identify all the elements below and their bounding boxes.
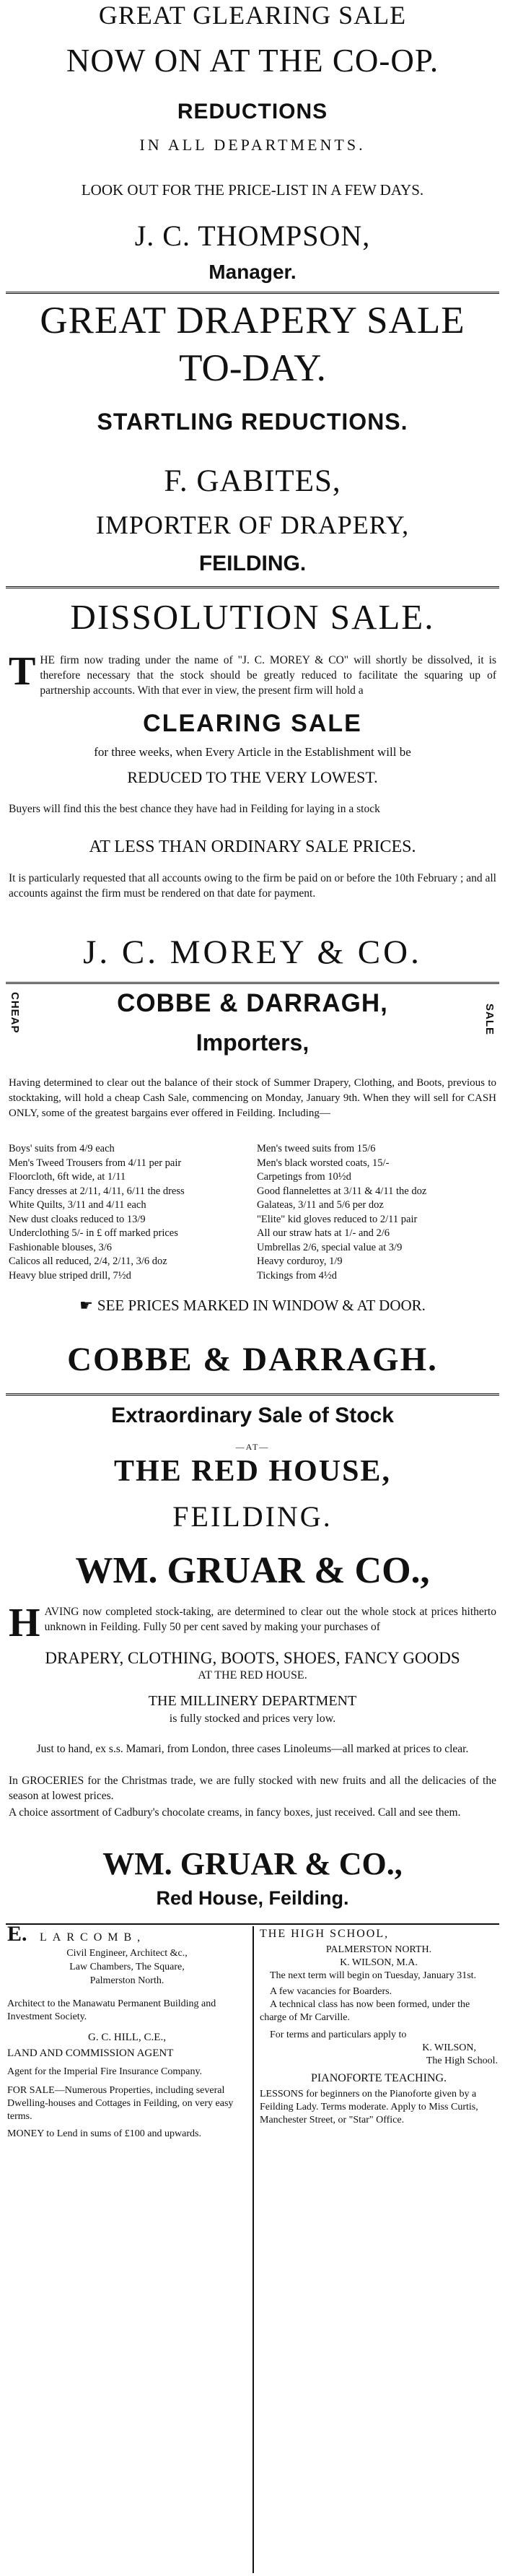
school-head: K. WILSON, M.A. <box>340 1957 418 1968</box>
morey-para-1: HE firm now trading under the name of "J. C. MOREY & CO" will shortly be dissolved, it is therefore necessary that the stock should be greatly reduced to facilitate the squaring up of partnership accounts. With that ever in view, the present firm will hold a <box>40 654 496 697</box>
school-tech: A technical class has now been formed, under the charge of Mr Carville. <box>260 1999 470 2023</box>
cobbe-see-prices <box>0 1297 505 1315</box>
gabites-town: FEILDING. <box>198 552 307 575</box>
high-school-card <box>260 1928 498 2127</box>
morey-signature: J. C. MOREY & CO. <box>83 934 422 971</box>
school-place: PALMERSTON NORTH. <box>325 1944 432 1955</box>
piano-text: LESSONS for beginners on the Pianoforte given by a Feilding Lady. Terms moderate. Apply to Miss Curtis, Manchester Street, or "Star" Office. <box>260 2089 478 2125</box>
gabites-importer: IMPORTER OF DRAPERY, <box>95 510 410 539</box>
list-item: Fashionable blouses, 3/6 <box>9 1241 112 1253</box>
gruar-name: WM. GRUAR & CO., <box>75 1550 430 1591</box>
coop-departments: IN ALL DEPARTMENTS. <box>139 136 366 154</box>
gruar-house: THE RED HOUSE, <box>114 1455 391 1488</box>
list-item: Fancy dresses at 2/11, 4/11, 6/11 the dress <box>9 1185 185 1197</box>
gruar-footer-name: WM. GRUAR & CO., <box>102 1846 403 1881</box>
cobbe-intro: Having determined to clear out the balance of their stock of Summer Drapery, Clothing, and Boots, previous to stocktaking, will hold a cheap Cash Sale, commencing on Monday, January 9th. When they will sell for CASH ONLY, some of the greatest bargains ever offered in Feilding. Including— <box>9 1077 496 1119</box>
list-item: Umbrellas 2/6, special value at 3/9 <box>257 1241 403 1253</box>
list-item: All our straw hats at 1/- and 2/6 <box>257 1227 390 1239</box>
list-item: Carpetings from 10½d <box>257 1171 351 1183</box>
hill-sale: FOR SALE—Numerous Properties, including several Dwelling-houses and Cottages in Feilding, on very easy terms. <box>7 2085 234 2122</box>
list-item: Good flannelettes at 3/11 & 4/11 the doz <box>257 1185 427 1197</box>
gruar-millinery-2: is fully stocked and prices very low. <box>169 1713 336 1725</box>
list-item: Men's Tweed Trousers from 4/11 per pair <box>9 1157 182 1169</box>
gruar-intro <box>9 1601 496 1645</box>
morey-ordinary: AT LESS THAN ORDINARY SALE PRICES. <box>89 837 416 856</box>
piano-title: PIANOFORTE TEACHING. <box>310 2072 447 2084</box>
gruar-goods-2: AT THE RED HOUSE. <box>198 1669 307 1681</box>
school-vacancies: A few vacancies for Boarders. <box>270 1986 392 1997</box>
hill-name: G. C. HILL, C.E., <box>88 2032 166 2043</box>
gabites-name: F. GABITES, <box>164 464 341 498</box>
coop-lookout: LOOK OUT FOR THE PRICE-LIST IN A FEW DAYS. <box>81 181 424 199</box>
morey-headline: DISSOLUTION SALE. <box>70 597 435 637</box>
list-item: Men's black worsted coats, 15/- <box>257 1157 390 1169</box>
larcomb-line: Civil Engineer, Architect &c., <box>66 1948 188 1959</box>
gruar-para-2: Just to hand, ex s.s. Mamari, from London, three cases Linoleums—all marked at prices to clear. <box>36 1743 469 1755</box>
larcomb-line: Law Chambers, The Square, <box>69 1962 185 1972</box>
gabites-headline-2: TO-DAY. <box>179 347 326 389</box>
hill-agent: Agent for the Imperial Fire Insurance Company. <box>7 2066 203 2077</box>
gruar-para-3: In GROCERIES for the Christmas trade, we are fully stocked with new fruits and all the delicacies of the season at lowest prices. <box>9 1775 496 1802</box>
coop-subhead: NOW ON AT THE CO-OP. <box>66 43 439 79</box>
list-item: Heavy blue striped drill, 7½d <box>9 1269 131 1282</box>
gruar-extraordinary: Extraordinary Sale of Stock <box>111 1404 394 1427</box>
coop-manager-name: J. C. THOMPSON, <box>134 219 371 252</box>
morey-para-3: Buyers will find this the best chance they have had in Feilding for laying in a stock <box>9 803 380 815</box>
cobbe-name: COBBE & DARRAGH, <box>117 989 388 1017</box>
cobbe-right-list <box>257 1142 498 1283</box>
divider <box>6 1923 499 1925</box>
morey-para-4: It is particularly requested that all accounts owing to the firm be paid on or before the 10th February ; and all accounts against the firm must be rendered on that date for payment. <box>9 872 496 900</box>
divider <box>6 586 499 588</box>
morey-clearing: CLEARING SALE <box>143 710 362 737</box>
list-item: Calicos all reduced, 2/4, 2/11, 3/6 doz <box>9 1256 167 1267</box>
cobbe-footer: COBBE & DARRAGH. <box>67 1341 438 1378</box>
larcomb-note: Architect to the Manawatu Permanent Building and Investment Society. <box>7 1998 216 2022</box>
gabites-headline: GREAT DRAPERY SALE <box>40 300 465 341</box>
morey-intro <box>9 649 496 698</box>
column-divider <box>252 1926 254 2573</box>
divider <box>6 1393 499 1396</box>
list-item: Tickings from 4½d <box>257 1269 338 1282</box>
larcomb-name: LARCOMB, <box>40 1931 146 1944</box>
morey-dropcap: T <box>9 649 36 694</box>
divider <box>6 982 499 984</box>
gruar-millinery: THE MILLINERY DEPARTMENT <box>148 1693 357 1709</box>
list-item: Boys' suits from 4/9 each <box>9 1143 115 1154</box>
list-item: New dust cloaks reduced to 13/9 <box>9 1213 146 1225</box>
gruar-footer-place: Red House, Feilding. <box>156 1887 349 1909</box>
gruar-at: —AT— <box>235 1442 270 1452</box>
coop-reductions: REDUCTIONS <box>177 100 328 123</box>
school-sign-1: K. WILSON, <box>422 2042 476 2053</box>
cobbe-side-cheap: CHEAP <box>9 992 21 1034</box>
school-term: The next term will begin on Tuesday, January 31st. <box>270 1970 477 1981</box>
school-sign-2: The High School. <box>426 2055 498 2066</box>
list-item: Galateas, 3/11 and 5/6 per doz <box>257 1199 384 1211</box>
cobbe-side-sale: SALE <box>483 1004 496 1036</box>
list-item: Men's tweed suits from 15/6 <box>257 1143 376 1154</box>
morey-reduced: REDUCED TO THE VERY LOWEST. <box>127 768 378 786</box>
list-item: White Quilts, 3/11 and 4/11 each <box>9 1199 146 1211</box>
gruar-goods: DRAPERY, CLOTHING, BOOTS, SHOES, FANCY GOODS <box>45 1649 460 1667</box>
list-item: Underclothing 5/- in £ off marked prices <box>9 1227 178 1239</box>
cobbe-left-list <box>9 1142 252 1283</box>
list-item: "Elite" kid gloves reduced to 2/11 pair <box>257 1213 418 1225</box>
hill-money: MONEY to Lend in sums of £100 and upwards. <box>7 2128 201 2139</box>
gruar-para-4: A choice assortment of Cadbury's chocolate creams, in fancy boxes, just received. Call and see them. <box>9 1806 461 1819</box>
list-item: Heavy corduroy, 1/9 <box>257 1256 343 1267</box>
school-terms: For terms and particulars apply to <box>270 2029 407 2040</box>
divider <box>6 292 499 294</box>
larcomb-line: Palmerston North. <box>89 1975 164 1986</box>
larcomb-initial: E. <box>7 1922 27 1946</box>
school-title: THE HIGH SCHOOL, <box>260 1928 390 1940</box>
larcomb-card <box>7 1922 247 2141</box>
coop-manager-title: Manager. <box>208 261 297 283</box>
gruar-dropcap: H <box>9 1601 40 1645</box>
morey-para-2: for three weeks, when Every Article in the Establishment will be <box>94 745 411 759</box>
gruar-town: FEILDING. <box>172 1500 333 1533</box>
cobbe-importers: Importers, <box>196 1030 309 1056</box>
gruar-para-1: AVING now completed stock-taking, are determined to clear out the whole stock at prices hitherto unknown in Feilding. Fully 50 per cent saved by making your purchases of <box>44 1606 496 1633</box>
coop-headline: GREAT GLEARING SALE <box>98 1 407 30</box>
list-item: Floorcloth, 6ft wide, at 1/11 <box>9 1171 126 1183</box>
gabites-startling: STARTLING REDUCTIONS. <box>97 409 408 435</box>
hill-title: LAND AND COMMISSION AGENT <box>7 2048 174 2059</box>
cobbe-see-text: SEE PRICES MARKED IN WINDOW & AT DOOR. <box>97 1297 426 1314</box>
pointing-hand-icon: ☛ <box>79 1297 93 1314</box>
